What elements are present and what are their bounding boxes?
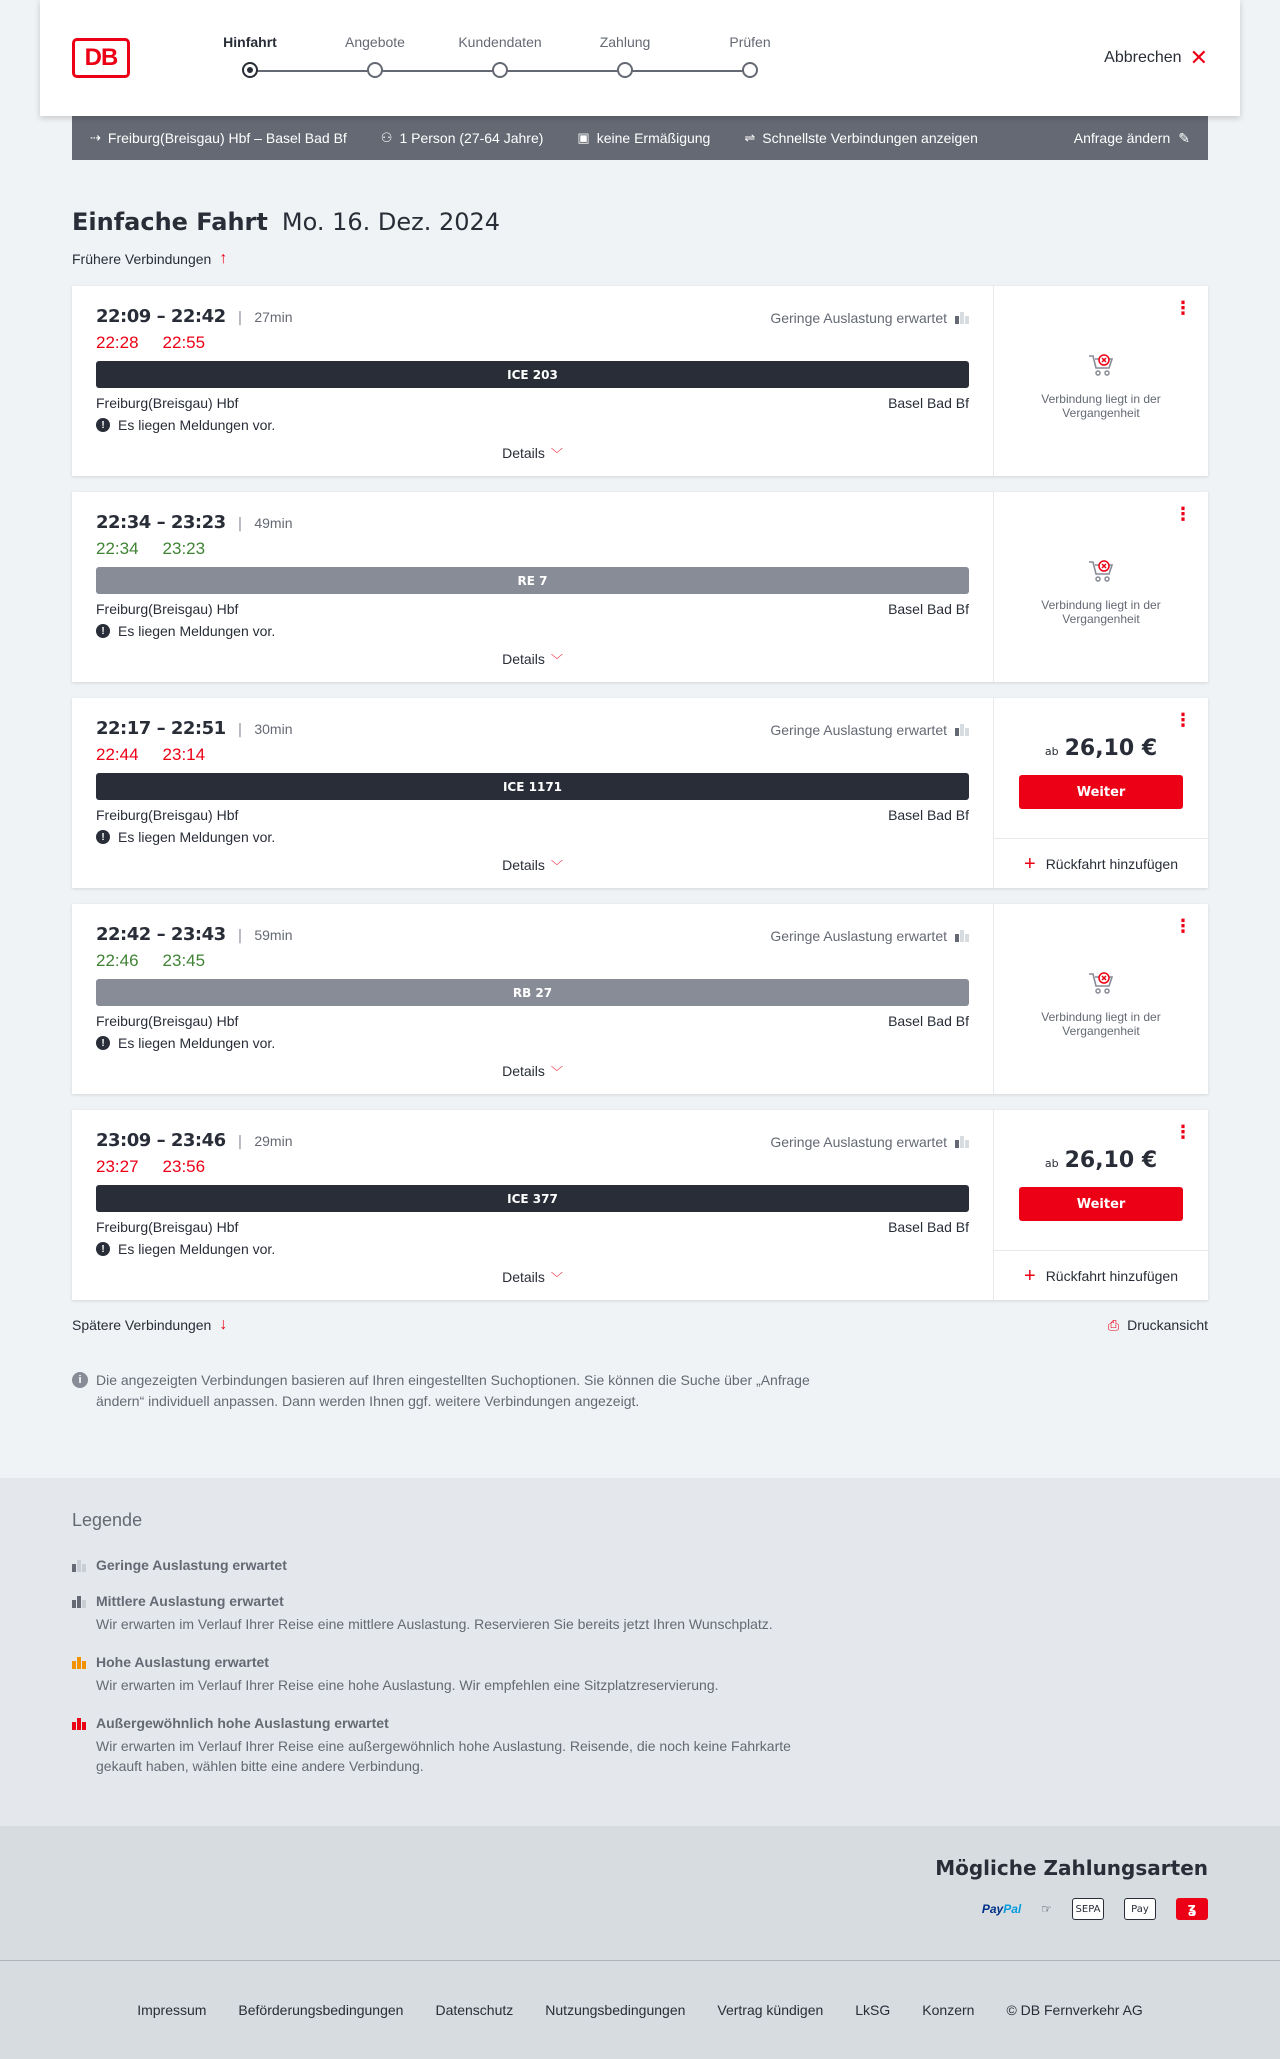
stations bbox=[96, 601, 969, 617]
occupancy-indicator bbox=[770, 722, 969, 738]
occupancy-indicator bbox=[770, 310, 969, 326]
cart-expired-icon bbox=[1087, 352, 1115, 378]
route-arrow-icon: ⇢ bbox=[90, 130, 101, 145]
messages-notice bbox=[96, 1035, 969, 1051]
divider: | bbox=[237, 516, 243, 532]
realtime-departure: 22:46 bbox=[96, 951, 139, 970]
travel-date: Mo. 16. Dez. 2024 bbox=[281, 208, 501, 236]
cancel-label: Abbrechen bbox=[1104, 49, 1182, 66]
step-zahlung bbox=[565, 34, 685, 50]
details-toggle[interactable] bbox=[72, 651, 993, 668]
occupancy-indicator bbox=[770, 928, 969, 944]
details-label: Details bbox=[502, 857, 545, 873]
occupancy-level-icon bbox=[72, 1559, 86, 1572]
printer-icon: ⎙ bbox=[1107, 1316, 1120, 1333]
legend-item bbox=[72, 1557, 1208, 1573]
connection-actions bbox=[994, 286, 1208, 476]
footer-link: © DB Fernverkehr AG bbox=[1006, 2002, 1143, 2018]
messages-notice bbox=[96, 623, 969, 639]
later-label: Spätere Verbindungen bbox=[72, 1317, 212, 1333]
details-toggle[interactable] bbox=[72, 1063, 993, 1080]
messages-notice bbox=[96, 417, 969, 433]
db-voucher-icon: ʓ bbox=[1176, 1898, 1208, 1920]
add-return-trip-button[interactable] bbox=[994, 839, 1208, 888]
route-text: Freiburg(Breisgau) Hbf – Basel Bad Bf bbox=[107, 130, 347, 146]
train-bar: RE 7 bbox=[96, 567, 969, 594]
step-label: Kundendaten bbox=[458, 34, 542, 50]
occupancy-label: Geringe Auslastung erwartet bbox=[770, 928, 947, 944]
price bbox=[1045, 1148, 1157, 1173]
arrival-station: Basel Bad Bf bbox=[888, 395, 969, 411]
apple-pay-text: Pay bbox=[1131, 1903, 1149, 1915]
payment-title: Mögliche Zahlungsarten bbox=[935, 1856, 1208, 1880]
divider: | bbox=[237, 928, 243, 944]
search-discount bbox=[577, 130, 710, 146]
notice-label: Es liegen Meldungen vor. bbox=[118, 417, 276, 433]
more-options-icon[interactable]: ⋮ bbox=[1174, 710, 1192, 731]
progress-stepper bbox=[190, 34, 790, 84]
realtime-departure: 22:34 bbox=[96, 539, 139, 558]
exclamation-icon: ! bbox=[96, 830, 110, 844]
header bbox=[40, 0, 1240, 116]
step-pruefen bbox=[690, 34, 810, 50]
scheduled-times: 22:09 – 22:42 bbox=[96, 306, 226, 327]
duration: 49min bbox=[254, 515, 293, 531]
realtime-times bbox=[96, 951, 969, 971]
details-toggle[interactable] bbox=[72, 857, 993, 874]
connection-card bbox=[72, 698, 1208, 888]
duration: 30min bbox=[254, 721, 293, 737]
legend-item-label: Außergewöhnlich hohe Auslastung erwartet bbox=[96, 1715, 389, 1731]
sepa-icon: SEPA bbox=[1072, 1898, 1104, 1920]
past-label: Verbindung liegt in der Vergangenheit bbox=[1041, 392, 1161, 420]
occupancy-level-icon bbox=[72, 1717, 86, 1730]
notice-label: Es liegen Meldungen vor. bbox=[118, 623, 276, 639]
past-label: Verbindung liegt in der Vergangenheit bbox=[1041, 598, 1161, 626]
connection-info[interactable] bbox=[72, 1110, 994, 1300]
connections-list bbox=[72, 286, 1208, 1300]
paypal-part-a: Pay bbox=[981, 1902, 1004, 1916]
details-label: Details bbox=[502, 651, 545, 667]
chevron-down-icon: ﹀ bbox=[550, 447, 563, 461]
notice-label: Es liegen Meldungen vor. bbox=[118, 829, 276, 845]
legend-item-desc: Wir erwarten im Verlauf Ihrer Reise eine hohe Auslastung. Wir empfehlen eine Sitzplatzreservierung. bbox=[96, 1677, 719, 1693]
connection-card bbox=[72, 492, 1208, 682]
arrival-station: Basel Bad Bf bbox=[888, 807, 969, 823]
footer-link[interactable]: Impressum bbox=[137, 2002, 207, 2018]
close-icon: ✕ bbox=[1189, 45, 1208, 70]
scheduled-times: 22:17 – 22:51 bbox=[96, 718, 226, 739]
more-options-icon[interactable]: ⋮ bbox=[1174, 298, 1192, 319]
legend-item-desc: Wir erwarten im Verlauf Ihrer Reise eine mittlere Auslastung. Reservieren Sie bereits jetzt Ihren Wunschplatz. bbox=[96, 1616, 773, 1632]
card-icon: ▣ bbox=[577, 130, 590, 145]
legend-title: Legende bbox=[72, 1510, 143, 1530]
step-kundendaten bbox=[440, 34, 560, 50]
divider: | bbox=[237, 1134, 243, 1150]
step-dot bbox=[617, 62, 633, 78]
filter-icon: ⇌ bbox=[744, 130, 756, 145]
later-connections-link[interactable] bbox=[72, 1316, 227, 1334]
page-title: Einfache Fahrt bbox=[72, 208, 268, 236]
step-dot bbox=[367, 62, 383, 78]
notice-label: Es liegen Meldungen vor. bbox=[118, 1035, 276, 1051]
plus-icon: + bbox=[1024, 852, 1036, 875]
connection-info[interactable] bbox=[72, 698, 994, 888]
occupancy-icon bbox=[955, 930, 969, 942]
legend-item bbox=[72, 1715, 1208, 1776]
step-dot bbox=[742, 62, 758, 78]
arrow-down-icon: ↓ bbox=[219, 1316, 228, 1333]
chevron-down-icon: ﹀ bbox=[550, 1271, 563, 1285]
realtime-arrival: 23:14 bbox=[162, 745, 206, 764]
details-label: Details bbox=[502, 1063, 545, 1079]
continue-button[interactable]: Weiter bbox=[1019, 1187, 1183, 1221]
chevron-down-icon: ﹀ bbox=[550, 1065, 563, 1079]
step-label: Prüfen bbox=[729, 34, 771, 50]
details-label: Details bbox=[502, 445, 545, 461]
arrival-station: Basel Bad Bf bbox=[888, 601, 969, 617]
edit-request-button[interactable] bbox=[1074, 130, 1190, 147]
messages-notice bbox=[96, 829, 969, 845]
legend-section bbox=[0, 1478, 1280, 1826]
connection-card bbox=[72, 904, 1208, 1094]
realtime-departure: 23:27 bbox=[96, 1157, 139, 1176]
price-value: 26,10 € bbox=[1064, 736, 1158, 761]
legend-item-head bbox=[72, 1715, 1208, 1731]
connection-actions bbox=[994, 492, 1208, 682]
departure-station: Freiburg(Breisgau) Hbf bbox=[96, 807, 239, 823]
footer bbox=[0, 1961, 1280, 2059]
step-label: Angebote bbox=[345, 34, 405, 50]
search-route bbox=[90, 130, 347, 146]
paypal-part-b: Pal bbox=[1003, 1902, 1022, 1916]
realtime-departure: 22:44 bbox=[96, 745, 139, 764]
footer-link[interactable]: Datenschutz bbox=[435, 2002, 514, 2018]
connection-card bbox=[72, 286, 1208, 476]
connection-info[interactable] bbox=[72, 492, 994, 682]
legend-item-head bbox=[72, 1557, 1208, 1573]
realtime-times bbox=[96, 1157, 969, 1177]
fastest-text: Schnellste Verbindungen anzeigen bbox=[762, 130, 978, 146]
scheduled-times: 22:42 – 23:43 bbox=[96, 924, 226, 945]
cancel-button[interactable] bbox=[1104, 47, 1208, 69]
occupancy-icon bbox=[955, 724, 969, 736]
main-content bbox=[72, 208, 1208, 1412]
legend-item-label: Geringe Auslastung erwartet bbox=[96, 1557, 287, 1573]
search-passengers bbox=[381, 130, 544, 146]
arrival-station: Basel Bad Bf bbox=[888, 1219, 969, 1235]
earlier-connections-link[interactable] bbox=[72, 250, 1208, 268]
connection-info[interactable] bbox=[72, 904, 994, 1094]
info-notice bbox=[72, 1370, 852, 1412]
occupancy-label: Geringe Auslastung erwartet bbox=[770, 310, 947, 326]
step-dot bbox=[242, 62, 258, 78]
legend-item bbox=[72, 1593, 1208, 1634]
realtime-arrival: 23:45 bbox=[162, 951, 206, 970]
price-prefix: ab bbox=[1044, 1157, 1059, 1170]
connection-actions bbox=[994, 904, 1208, 1094]
step-angebote bbox=[315, 34, 435, 50]
step-label: Zahlung bbox=[599, 34, 651, 50]
stations bbox=[96, 807, 969, 823]
legend-item bbox=[72, 1654, 1208, 1695]
more-options-icon[interactable]: ⋮ bbox=[1174, 1122, 1192, 1143]
chevron-down-icon: ﹀ bbox=[550, 859, 563, 873]
exclamation-icon: ! bbox=[96, 1242, 110, 1256]
scheduled-times: 23:09 – 23:46 bbox=[96, 1130, 226, 1151]
details-toggle[interactable] bbox=[72, 445, 993, 462]
duration: 59min bbox=[254, 927, 293, 943]
search-summary-bar bbox=[72, 116, 1208, 160]
past-label: Verbindung liegt in der Vergangenheit bbox=[1041, 1010, 1161, 1038]
divider: | bbox=[237, 310, 243, 326]
connection-times bbox=[96, 512, 969, 533]
return-label: Rückfahrt hinzufügen bbox=[1045, 1267, 1178, 1284]
scheduled-times: 22:34 – 23:23 bbox=[96, 512, 226, 533]
more-options-icon[interactable]: ⋮ bbox=[1174, 916, 1192, 937]
departure-station: Freiburg(Breisgau) Hbf bbox=[96, 1219, 239, 1235]
edit-label: Anfrage ändern bbox=[1073, 130, 1171, 146]
step-hinfahrt[interactable] bbox=[190, 34, 310, 50]
exclamation-icon: ! bbox=[96, 1036, 110, 1050]
pencil-icon: ✎ bbox=[1178, 129, 1190, 146]
credit-card-hand-icon: ☞ bbox=[1041, 1902, 1052, 1916]
cart-expired-icon bbox=[1087, 970, 1115, 996]
departure-station: Freiburg(Breisgau) Hbf bbox=[96, 1013, 239, 1029]
info-icon: i bbox=[72, 1372, 88, 1388]
print-view-link[interactable] bbox=[1108, 1317, 1208, 1334]
footer-link[interactable]: Nutzungsbedingungen bbox=[545, 2002, 686, 2018]
footer-link[interactable]: Beförderungsbedingungen bbox=[238, 2002, 404, 2018]
connection-info[interactable] bbox=[72, 286, 994, 476]
occupancy-level-icon bbox=[72, 1595, 86, 1608]
search-fastest bbox=[744, 130, 978, 146]
discount-text: keine Ermäßigung bbox=[596, 130, 711, 146]
paypal-icon bbox=[982, 1902, 1021, 1916]
realtime-times bbox=[96, 539, 969, 559]
step-label: Hinfahrt bbox=[223, 34, 277, 50]
details-label: Details bbox=[502, 1269, 545, 1285]
legend-item-head bbox=[72, 1593, 1208, 1609]
occupancy-label: Geringe Auslastung erwartet bbox=[770, 1134, 947, 1150]
realtime-arrival: 23:23 bbox=[162, 539, 206, 558]
return-label: Rückfahrt hinzufügen bbox=[1045, 855, 1178, 872]
realtime-arrival: 23:56 bbox=[162, 1157, 206, 1176]
footer-link[interactable]: Vertrag kündigen bbox=[717, 2002, 824, 2018]
payment-section bbox=[0, 1826, 1280, 1961]
exclamation-icon: ! bbox=[96, 624, 110, 638]
payment-icons bbox=[72, 1898, 1208, 1920]
messages-notice bbox=[96, 1241, 969, 1257]
occupancy-icon bbox=[955, 1136, 969, 1148]
info-text: Die angezeigten Verbindungen basieren auf Ihren eingestellten Suchoptionen. Sie können die Suche über „Anfrage ändern“ individuell anpassen. Dann werden Ihnen ggf. weitere Verbindungen angezeigt. bbox=[96, 1372, 810, 1409]
realtime-times bbox=[96, 745, 969, 765]
occupancy-label: Geringe Auslastung erwartet bbox=[770, 722, 947, 738]
continue-button[interactable]: Weiter bbox=[1019, 775, 1183, 809]
stations bbox=[96, 395, 969, 411]
divider: | bbox=[237, 722, 243, 738]
legend-item-desc: Wir erwarten im Verlauf Ihrer Reise eine außergewöhnlich hohe Auslastung. Reisende, die noch keine Fahrkarte gekauft haben, wählen bitte eine andere Verbindung. bbox=[96, 1738, 791, 1774]
legend-item-head bbox=[72, 1654, 1208, 1670]
price bbox=[1045, 736, 1157, 761]
person-icon: ⚇ bbox=[380, 130, 393, 145]
realtime-times bbox=[96, 333, 969, 353]
exclamation-icon: ! bbox=[96, 418, 110, 432]
train-bar: ICE 1171 bbox=[96, 773, 969, 800]
train-bar: ICE 203 bbox=[96, 361, 969, 388]
price-prefix: ab bbox=[1044, 745, 1059, 758]
legend-items bbox=[72, 1557, 1208, 1776]
train-bar: ICE 377 bbox=[96, 1185, 969, 1212]
passengers-text: 1 Person (27-64 Jahre) bbox=[399, 130, 544, 146]
stations bbox=[96, 1013, 969, 1029]
cart-expired-icon bbox=[1087, 558, 1115, 584]
later-row bbox=[72, 1316, 1208, 1334]
train-bar: RB 27 bbox=[96, 979, 969, 1006]
details-toggle[interactable] bbox=[72, 1269, 993, 1286]
connection-actions bbox=[994, 1110, 1208, 1300]
footer-link[interactable]: Konzern bbox=[922, 2002, 975, 2018]
more-options-icon[interactable]: ⋮ bbox=[1174, 504, 1192, 525]
occupancy-indicator bbox=[770, 1134, 969, 1150]
departure-station: Freiburg(Breisgau) Hbf bbox=[96, 395, 239, 411]
arrow-up-icon: ↑ bbox=[219, 250, 228, 267]
page-title-row bbox=[72, 208, 1208, 236]
stations bbox=[96, 1219, 969, 1235]
db-logo[interactable]: DB bbox=[72, 38, 130, 78]
earlier-label: Frühere Verbindungen bbox=[72, 251, 212, 267]
price-value: 26,10 € bbox=[1064, 1148, 1158, 1173]
step-dot bbox=[492, 62, 508, 78]
apple-pay-icon bbox=[1124, 1898, 1156, 1920]
occupancy-icon bbox=[955, 312, 969, 324]
notice-label: Es liegen Meldungen vor. bbox=[118, 1241, 276, 1257]
connection-actions bbox=[994, 698, 1208, 888]
footer-link[interactable]: LkSG bbox=[855, 2002, 891, 2018]
plus-icon: + bbox=[1024, 1264, 1036, 1287]
duration: 27min bbox=[254, 309, 293, 325]
duration: 29min bbox=[254, 1133, 293, 1149]
departure-station: Freiburg(Breisgau) Hbf bbox=[96, 601, 239, 617]
realtime-departure: 22:28 bbox=[96, 333, 139, 352]
add-return-trip-button[interactable] bbox=[994, 1251, 1208, 1300]
legend-item-label: Hohe Auslastung erwartet bbox=[96, 1654, 269, 1670]
occupancy-level-icon bbox=[72, 1656, 86, 1669]
arrival-station: Basel Bad Bf bbox=[888, 1013, 969, 1029]
realtime-arrival: 22:55 bbox=[162, 333, 206, 352]
print-label: Druckansicht bbox=[1127, 1317, 1208, 1333]
chevron-down-icon: ﹀ bbox=[550, 653, 563, 667]
legend-item-label: Mittlere Auslastung erwartet bbox=[96, 1593, 284, 1609]
connection-card bbox=[72, 1110, 1208, 1300]
